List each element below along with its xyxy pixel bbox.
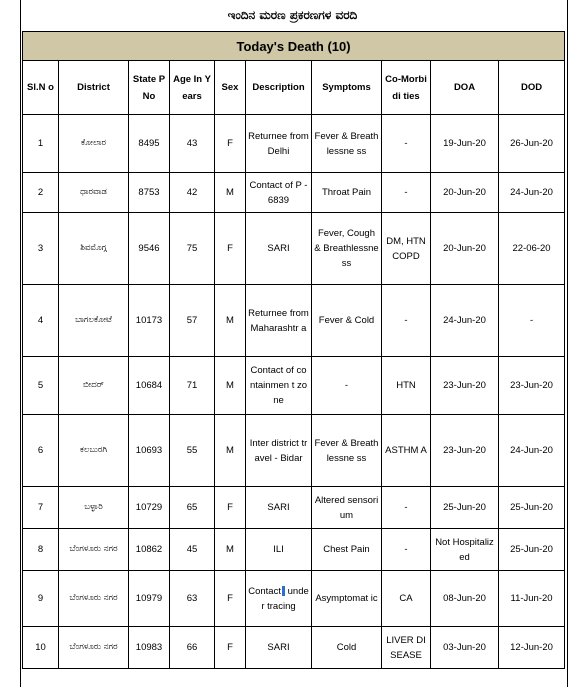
cell-comorbidities: DM, HTN COPD [382, 213, 431, 285]
cell-slno: 10 [23, 627, 59, 669]
table-banner: Today's Death (10) [23, 32, 565, 61]
table-row [23, 415, 565, 487]
cell-state-p-no: 10979 [129, 571, 170, 627]
col-header-description: Description [246, 61, 312, 115]
cell-slno: 2 [23, 173, 59, 213]
cell-sex: F [215, 627, 246, 669]
table-row [23, 213, 565, 285]
cell-slno: 1 [23, 115, 59, 173]
cell-sex: M [215, 357, 246, 415]
cell-description: Inter district travel - Bidar [246, 415, 312, 487]
cell-state-p-no: 10729 [129, 487, 170, 529]
header-row [23, 61, 565, 115]
col-header-doa: DOA [431, 61, 499, 115]
cell-description: Contact under tracing [246, 571, 312, 627]
cell-slno: 8 [23, 529, 59, 571]
cell-age: 43 [170, 115, 215, 173]
cell-slno: 5 [23, 357, 59, 415]
cell-district: ಶಿವಮೊಗ್ಗ [59, 213, 129, 285]
cell-district: ಕೋಲಾರ [59, 115, 129, 173]
cell-age: 42 [170, 173, 215, 213]
cell-doa: 19-Jun-20 [431, 115, 499, 173]
table-row [23, 627, 565, 669]
cell-description: ILI [246, 529, 312, 571]
cell-district: ಬೀದರ್ [59, 357, 129, 415]
cell-doa: 20-Jun-20 [431, 213, 499, 285]
table-row [23, 357, 565, 415]
table-row [23, 285, 565, 357]
table-row [23, 173, 565, 213]
cell-district: ಬೆಂಗಳೂರು ನಗರ [59, 627, 129, 669]
cell-description: Contact of P - 6839 [246, 173, 312, 213]
cell-slno: 6 [23, 415, 59, 487]
cell-sex: F [215, 487, 246, 529]
cell-doa: 23-Jun-20 [431, 357, 499, 415]
cell-doa: 03-Jun-20 [431, 627, 499, 669]
cell-district: ಬೆಂಗಳೂರು ನಗರ [59, 571, 129, 627]
cell-dod: 11-Jun-20 [499, 571, 565, 627]
cell-comorbidities: - [382, 529, 431, 571]
cell-symptoms: Fever, Cough & Breathlessne ss [312, 213, 382, 285]
cell-district: ಕಲಬುರಗಿ [59, 415, 129, 487]
cell-symptoms: Fever & Cold [312, 285, 382, 357]
cell-state-p-no: 10693 [129, 415, 170, 487]
table-row [23, 571, 565, 627]
cell-doa: 23-Jun-20 [431, 415, 499, 487]
cell-doa: Not Hospitalized [431, 529, 499, 571]
cell-comorbidities: - [382, 487, 431, 529]
cell-age: 55 [170, 415, 215, 487]
cell-dod: 25-Jun-20 [499, 529, 565, 571]
document-title: ಇಂದಿನ ಮರಣ ಪ್ರಕರಣಗಳ ವರದಿ [227, 8, 358, 22]
cell-symptoms: - [312, 357, 382, 415]
cell-description: SARI [246, 213, 312, 285]
cell-age: 65 [170, 487, 215, 529]
cell-age: 75 [170, 213, 215, 285]
cell-age: 63 [170, 571, 215, 627]
table-row [23, 487, 565, 529]
cell-doa: 25-Jun-20 [431, 487, 499, 529]
cell-comorbidities: - [382, 173, 431, 213]
cell-sex: M [215, 285, 246, 357]
cell-age: 71 [170, 357, 215, 415]
text-cursor [282, 586, 285, 596]
cell-sex: F [215, 115, 246, 173]
cell-sex: M [215, 173, 246, 213]
cell-doa: 08-Jun-20 [431, 571, 499, 627]
cell-state-p-no: 9546 [129, 213, 170, 285]
col-header-comorbidities: Co-Morbidi ties [382, 61, 431, 115]
col-header-state-p-no: State P No [129, 61, 170, 115]
cell-slno: 3 [23, 213, 59, 285]
cell-symptoms: Throat Pain [312, 173, 382, 213]
cell-age: 57 [170, 285, 215, 357]
cell-age: 45 [170, 529, 215, 571]
cell-slno: 4 [23, 285, 59, 357]
cell-sex: M [215, 529, 246, 571]
cell-symptoms: Chest Pain [312, 529, 382, 571]
cell-district: ಧಾರವಾಡ [59, 173, 129, 213]
cell-comorbidities: - [382, 115, 431, 173]
cell-dod: 25-Jun-20 [499, 487, 565, 529]
cell-symptoms: Altered sensorium [312, 487, 382, 529]
col-header-dod: DOD [499, 61, 565, 115]
cell-state-p-no: 10684 [129, 357, 170, 415]
cell-dod: 23-Jun-20 [499, 357, 565, 415]
cell-dod: 24-Jun-20 [499, 415, 565, 487]
table-row [23, 115, 565, 173]
cell-district: ಬೆಂಗಳೂರು ನಗರ [59, 529, 129, 571]
cell-comorbidities: CA [382, 571, 431, 627]
cell-description: Contact of containmen t zone [246, 357, 312, 415]
cell-comorbidities: ASTHM A [382, 415, 431, 487]
cell-doa: 20-Jun-20 [431, 173, 499, 213]
col-header-district: District [59, 61, 129, 115]
col-header-symptoms: Symptoms [312, 61, 382, 115]
cell-comorbidities: HTN [382, 357, 431, 415]
cell-dod: - [499, 285, 565, 357]
col-header-slno: Sl.N o [23, 61, 59, 115]
table-row [23, 529, 565, 571]
cell-description: Returnee from Delhi [246, 115, 312, 173]
cell-state-p-no: 10173 [129, 285, 170, 357]
cell-district: ಬಾಗಲಕೋಟೆ [59, 285, 129, 357]
cell-state-p-no: 8495 [129, 115, 170, 173]
cell-description: SARI [246, 487, 312, 529]
cell-slno: 7 [23, 487, 59, 529]
col-header-sex: Sex [215, 61, 246, 115]
cell-doa: 24-Jun-20 [431, 285, 499, 357]
cell-symptoms: Fever & Breathlessne ss [312, 115, 382, 173]
cell-sex: F [215, 571, 246, 627]
deaths-table [22, 31, 565, 669]
cell-state-p-no: 8753 [129, 173, 170, 213]
cell-symptoms: Asymptomat ic [312, 571, 382, 627]
cell-dod: 22-06-20 [499, 213, 565, 285]
cell-dod: 24-Jun-20 [499, 173, 565, 213]
cell-slno: 9 [23, 571, 59, 627]
cell-description: SARI [246, 627, 312, 669]
cell-sex: M [215, 415, 246, 487]
cell-comorbidities: LIVER DISEASE [382, 627, 431, 669]
cell-description: Returnee from Maharashtr a [246, 285, 312, 357]
cell-state-p-no: 10862 [129, 529, 170, 571]
cell-sex: F [215, 213, 246, 285]
col-header-age: Age In Years [170, 61, 215, 115]
cell-dod: 12-Jun-20 [499, 627, 565, 669]
cell-district: ಬಳ್ಳಾರಿ [59, 487, 129, 529]
cell-symptoms: Cold [312, 627, 382, 669]
cell-symptoms: Fever & Breathlessne ss [312, 415, 382, 487]
cell-comorbidities: - [382, 285, 431, 357]
cell-age: 66 [170, 627, 215, 669]
cell-state-p-no: 10983 [129, 627, 170, 669]
cell-dod: 26-Jun-20 [499, 115, 565, 173]
